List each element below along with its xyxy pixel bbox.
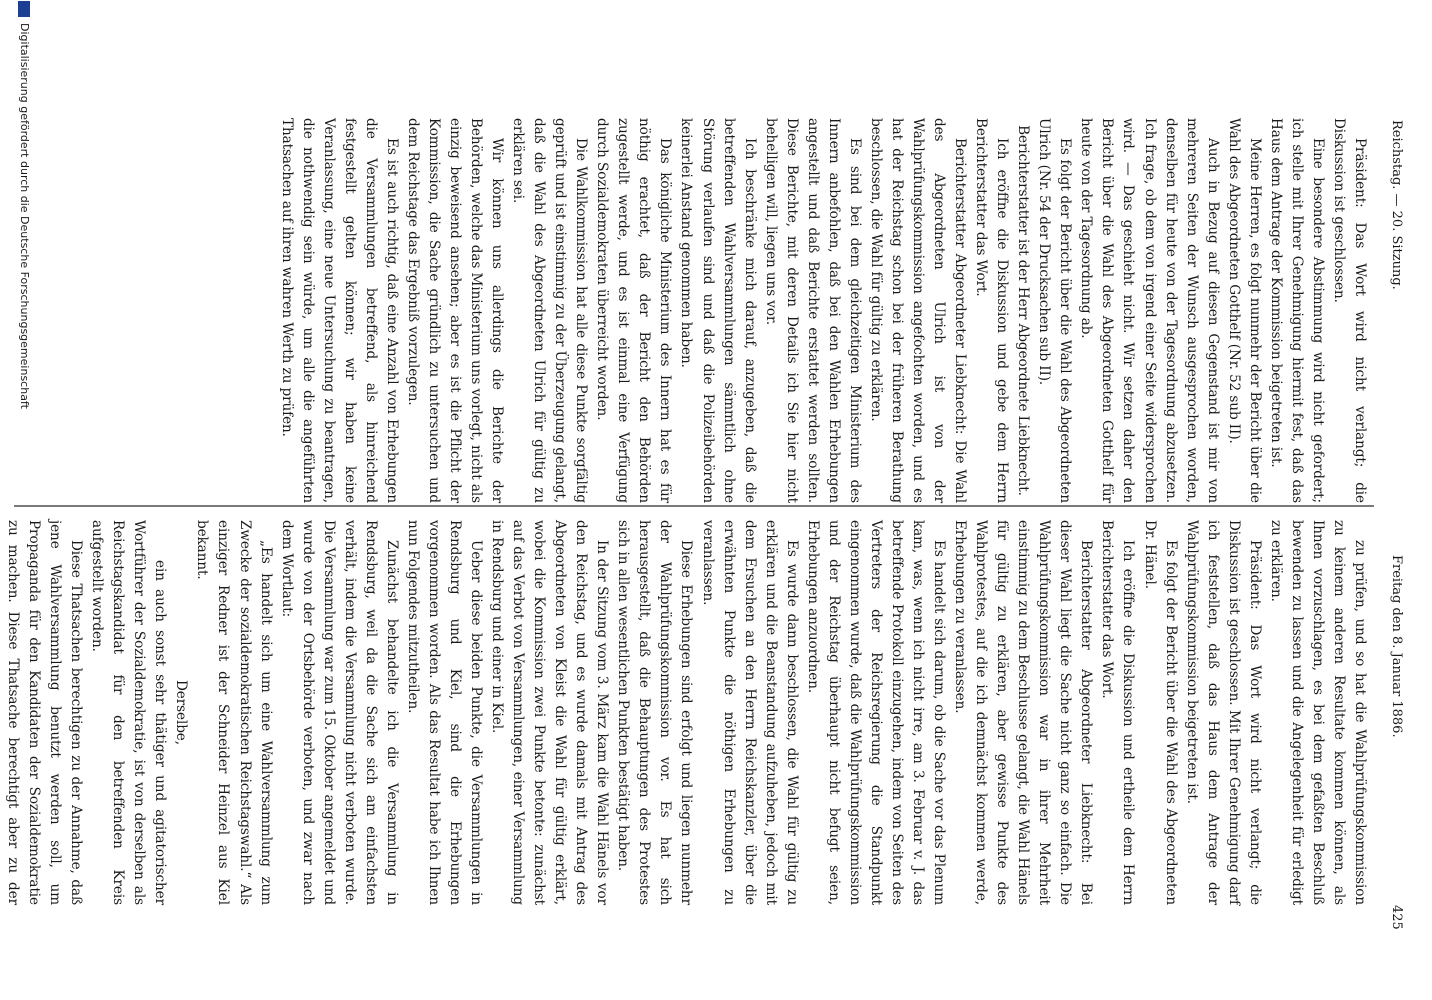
paragraph: Zunächst behandelte ich die Versammlung in Rendsburg, weil da die Sache sich am einfachsten verhält, indem die Versammlung nicht verboten wurde. Die Versammlung war zum 15. Oktober angemeldet und wurde von der Ortsbehörde verboten, und zwar nach dem Wortlaut: bbox=[278, 520, 400, 905]
paragraph: Ueber diese beiden Punkte, die Versammlungen in Rendsburg und Kiel, sind die Erhebungen vorgenommen worden. Als das Resultat habe ich Ihnen nun Folgendes mitzutheilen. bbox=[404, 520, 485, 905]
paragraph: Ich eröffne die Diskussion und ertheile dem Herrn Berichterstatter das Wort. bbox=[1099, 520, 1137, 905]
paragraph: Es handelt sich darum, ob die Sache vor das Plenum kam, was, wenn ich nicht irre, am 3. Februar v. J. das betreffende Protokoll einzugehen, indem von Seiten des Vertreters der Reichsregierung die Standpunkt eingenommen wurde, daß die Wahlprüfungskommission und der Reichstag überhaupt nicht befugt seien, Erhebungen anzuordnen. bbox=[804, 520, 948, 905]
paragraph: Präsident: Das Wort wird nicht verlangt; die Diskussion ist geschlossen. Mit Ihrer Genehmigung darf ich feststellen, daß das Haus dem Antrage der Wahlprüfungskommission beigetreten ist. bbox=[1183, 520, 1263, 905]
paragraph: Diese Erhebungen sind erfolgt und liegen nunmehr der Wahlprüfungskommission vor. Es hat sich herausgestellt, daß die Behauptungen des Protestes sich in allen wesentlichen Punkten bestätigt haben. bbox=[615, 520, 695, 905]
paragraph: Es wurde dann beschlossen, die Wahl für gültig zu erklären und die Beanstandung aufzuheben, jedoch mit dem Ersuchen an den Herrn Reichskanzler, über die erwähnten Punkte die nöthigen Erhebungen zu veranlassen. bbox=[699, 520, 800, 905]
paragraph: Derselbe, bbox=[173, 680, 190, 745]
paragraph: Berichterstatter Abgeordneter Liebknecht: Die Wahl des Abgeordneten Ulrich ist von der Wahlprüfungskommission angefochten worden, und es hat der Reichstag schon bei der früheren Berathung beschlossen, die Wahl für gültig zu erklären. bbox=[867, 118, 969, 503]
paragraph: Es folgt der Bericht über die Wahl des Abgeordneten Ulrich (Nr. 54 der Drucksachen sub II). bbox=[1036, 118, 1074, 503]
paragraph: Präsident: Das Wort wird nicht verlangt; die Diskussion ist geschlossen. bbox=[1330, 118, 1368, 503]
column-divider bbox=[14, 505, 1374, 507]
paragraph: Diese Thatsachen berechtigen zu der Annahme, daß jene Wahlversammlung benutzt werden soll, um Propaganda für den Kandidaten der Sozialdemokratie zu machen. Diese Thatsache berechtigt aber zu der bbox=[5, 520, 85, 905]
text-column-left bbox=[276, 118, 1370, 503]
paragraph: Auch in Bezug auf diesen Gegenstand ist mir von mehreren Seiten der Wunsch ausgesprochen worden, denselben für heute von der Tagesordnung abzusetzen. Ich frage, ob dem von irgend einer Seite widersprochen wird. — Das geschieht nicht. Wir setzen daher den Bericht über die Wahl des Abgeordneten Gotthelf für heute von der Tagesordnung ab. bbox=[1078, 118, 1221, 503]
page-header bbox=[1380, 0, 1410, 1000]
page-number: 425 bbox=[1389, 905, 1404, 930]
paragraph: Es ist auch richtig, daß eine Anzahl von Erhebungen die Versammlungen betreffend, als hinreichend festgestellt gelten können; wir haben keine Veranlassung, eine neue Untersuchung zu beantragen, die nothwendig sein würde, um alle die angeführten Thatsachen auf ihren wahren Werth zu prüfen. bbox=[278, 118, 400, 503]
digitization-footer bbox=[8, 1, 36, 999]
paragraph: Die Wahlkommission hat alle diese Punkte sorgfältig geprüft und ist einstimmig zu der Überzeugung gelangt, daß die Wahl des Abgeordneten Ulrich für gültig zu erklären sei. bbox=[510, 118, 590, 503]
paragraph: Es sind bei dem gleichzeitigen Ministerium des Innern anbefohlen, daß bei den Wahlen Erhebungen angestellt und daß Berichte erstattet werden sollten. Diese Berichte, mit deren Details ich Sie hier nicht behelligen will, liegen uns vor. bbox=[762, 118, 863, 503]
paragraph: Ich eröffne die Diskussion und gebe dem Herrn Berichterstatter das Wort. bbox=[973, 118, 1011, 503]
paragraph: ein auch sonst sehr thätiger und agitatorischer Wortführer der Sozialdemokratie, ist von derselben als Reichstagskandidat für den betreffenden Kreis aufgestellt worden. bbox=[89, 520, 169, 905]
paragraph: Ich beschränke mich darauf, anzugeben, daß die betreffenden Wahlversammlungen sämmtlich ohne Störung verlaufen sind und daß die Polizeibehörden keinerlei Anstand genommen haben. bbox=[678, 118, 758, 503]
paragraph: Berichterstatter Abgeordneter Liebknecht: Bei dieser Wahl liegt die Sache nicht ganz so einfach. Die Wahlprüfungskommission war in ihrer Mehrheit einstimmig zu dem Beschlusse gelangt, die Wahl Hänels für gültig zu erklären, aber gewisse Punkte des Wahlprotestes, auf die ich demnächst kommen werde, Erhebungen zu veranlassen. bbox=[952, 520, 1095, 905]
text-column-right bbox=[0, 520, 1370, 905]
paragraph: Es folgt der Bericht über die Wahl des Abgeordneten Dr. Hänel. bbox=[1141, 520, 1179, 905]
header-date: Freitag den 8. Januar 1886. bbox=[1389, 555, 1404, 738]
paragraph: Berichterstatter ist der Herr Abgeordnete Liebknecht. bbox=[1015, 125, 1032, 496]
paragraph: In der Sitzung vom 3. März kam die Wahl Hänels vor den Reichstag, und es wurde damals mit Antrag des Abgeordneten von Kleist die Wahl für gültig erklärt, wobei die Kommission zwei Punkte betonte: zunächst auf das Verbot von Versammlungen, einer Versammlung in Rendsburg und einer in Kiel. bbox=[489, 520, 611, 905]
header-session: Reichstag. — 20. Sitzung. bbox=[1389, 120, 1404, 290]
paragraph: Eine besondere Abstimmung wird nicht gefordert; ich stelle mit Ihrer Genehmigung hiermit fest, daß das Haus dem Antrage der Kommission beigetreten ist. bbox=[1267, 118, 1326, 503]
paragraph: Wir können uns allerdings die Berichte der Behörden, welche das Ministerium uns vorlegt, nicht als einzig beweisend ansehen; aber es ist die Pflicht der Kommission, die Sache gründlich zu untersuchen und dem Reichstage das Ergebniß vorzulegen. bbox=[404, 118, 506, 503]
paragraph: Das königliche Ministerium des Innern hat es für nöthig erachtet, daß der Bericht den Behörden zugestellt werde, und es ist einmal eine Verfügung durch Sozialdemokraten überreicht worden. bbox=[594, 118, 674, 503]
footer-credit: Digitalisierung gefördert durch die Deutsche Forschungsgemeinschaft bbox=[18, 23, 31, 409]
paragraph: Meine Herren, es folgt nunmehr der Bericht über die Wahl des Abgeordneten Gotthelf (Nr. 52 sub II). bbox=[1225, 118, 1263, 503]
paragraph: zu prüfen, und so hat die Wahlprüfungskommission zu keinem anderen Resultate kommen können, als Ihnen vorzuschlagen, es bei dem gefaßten Beschluß bewenden zu lassen und die Angelegenheit für erledigt zu erklären. bbox=[1267, 520, 1368, 905]
dfg-logo-icon bbox=[18, 1, 30, 17]
paragraph: „Es handelt sich um eine Wahlversammlung zum Zwecke der sozialdemokratischen Reichstagswahl.“ Als einziger Redner ist der Schneider Heinzel aus Kiel bekannt. bbox=[194, 520, 274, 905]
